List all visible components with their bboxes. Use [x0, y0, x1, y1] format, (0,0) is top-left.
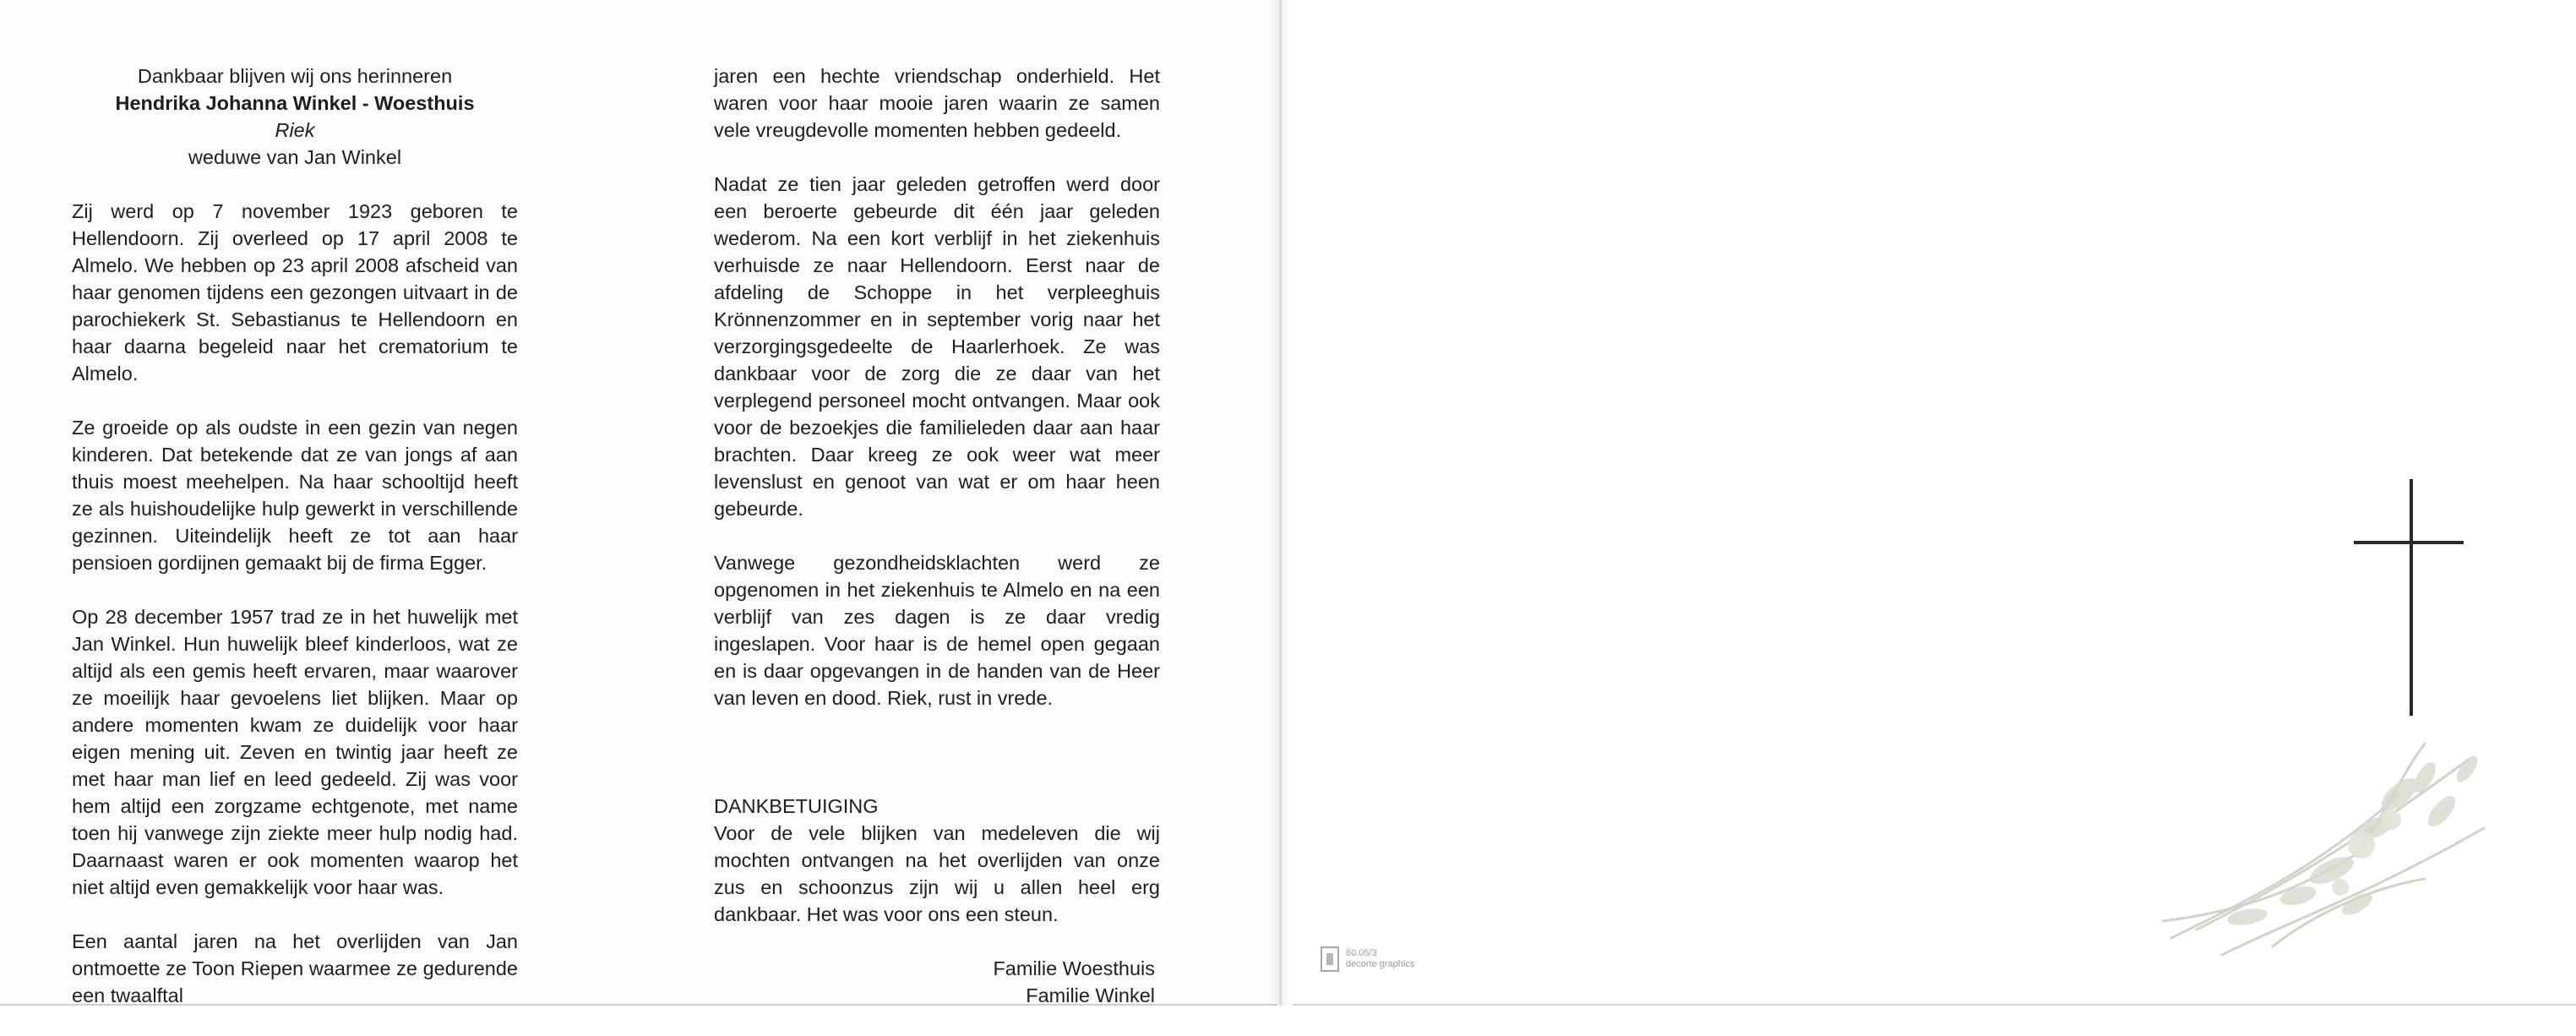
thanks-text: Voor de vele blijken van medeleven die wij mochten ontvangen na het overlijden van onze zus en schoonzus zijn wij u allen heel erg dankbaar. Het was voor ons een steun. [714, 822, 1160, 925]
paragraph-passing: Vanwege gezondheidsklachten werd ze opgenomen in het ziekenhuis te Almelo en na een verblijf van zes dagen is ze daar vredig ingeslapen. Voor haar is de hemel open gegaan en is daar opgevangen in de handen van de Heer van leven en dood. Riek, rust in vrede. [714, 552, 1160, 709]
inner-page-left [0, 0, 1277, 1006]
printer-brand: decorte graphics [1346, 959, 1415, 969]
text-column-1 [72, 63, 518, 1036]
paragraph-birth-death: Zij werd op 7 november 1923 geboren te Hellendoorn. Zij overleed op 17 april 2008 te Almelo. We hebben op 23 april 2008 afscheid van haar genomen tijdens een gezongen uitvaart in de parochiekerk St. Sebastianus te Hellendoorn en haar daarna begeleid naar het crematorium te Almelo. [72, 200, 518, 384]
flower-bouquet-icon [2146, 727, 2509, 980]
paragraph-marriage: Op 28 december 1957 trad ze in het huwelijk met Jan Winkel. Hun huwelijk bleef kinderloos, wat ze altijd als een gemis heeft ervaren, maar waarover ze moeilijk haar gevoelens liet blijken. Maar op andere momenten kwam ze duidelijk voor haar eigen mening uit. Zeven en twintig jaar heeft ze met haar man lief en leed gedeeld. Zij was voor hem altijd een zorgzame echtgenote, met name toen hij vanwege zijn ziekte meer hulp nodig had. Daarnaast waren er ook momenten waarop het niet altijd even gemakkelijk voor haar was. [72, 606, 518, 898]
paragraph-friendship: Een aantal jaren na het overlijden van Jan ontmoette ze Toon Riepen waarmee ze gedurende een twaalftal [72, 930, 518, 1006]
deceased-name: Hendrika Johanna Winkel - Woesthuis [115, 92, 475, 114]
thanks-title: DANKBETUIGING [714, 795, 879, 817]
heading-intro: Dankbaar blijven wij ons herinneren [137, 65, 453, 87]
printer-code: 60.05/3 [1346, 948, 1377, 958]
printer-logo-icon [1321, 946, 1339, 972]
widow-of: weduwe van Jan Winkel [188, 146, 402, 168]
paragraph-youth: Ze groeide op als oudste in een gezin van negen kinderen. Dat betekende dat ze van jongs af aan thuis moest meehelpen. Na haar schooltijd heeft ze als huishoudelijke hulp gewerkt in verschillende gezinnen. Uiteindelijk heeft ze tot aan haar pensioen gordijnen gemaakt bij de firma Egger. [72, 417, 518, 574]
signature-winkel: Familie Winkel [1026, 984, 1155, 1006]
signature-woesthuis: Familie Woesthuis [993, 957, 1155, 979]
paragraph-friendship-cont: jaren een hechte vriendschap onderhield. Het waren voor haar mooie jaren waarin ze samen vele vreugdevolle momenten hebben gedeeld. [714, 65, 1160, 141]
signature-block [714, 955, 1160, 1009]
memorial-heading [72, 63, 518, 171]
text-column-2 [714, 63, 1160, 1009]
nickname: Riek [275, 119, 315, 141]
cross-icon-horizontal [2354, 541, 2464, 544]
printer-mark [1321, 945, 1456, 979]
card-fold [1267, 0, 1293, 1006]
cross-icon-vertical [2410, 479, 2413, 716]
paragraph-illness: Nadat ze tien jaar geleden getroffen werd door een beroerte gebeurde dit één jaar geleden wederom. Na een kort verblijf in het ziekenhuis verhuisde ze naar Hellendoorn. Eerst naar de afdeling de Schoppe in het verpleeghuis Krönnenzommer en in september vorig naar het verzorgingsgedeelte de Haarlerhoek. Ze was dankbaar voor de zorg die ze daar van het verplegend personeel mocht ontvangen. Maar ook voor de bezoekjes die familieleden daar aan haar brachten. Daar kreeg ze ook weer wat meer levenslust en genoot van wat er om haar heen gebeurde. [714, 173, 1160, 520]
